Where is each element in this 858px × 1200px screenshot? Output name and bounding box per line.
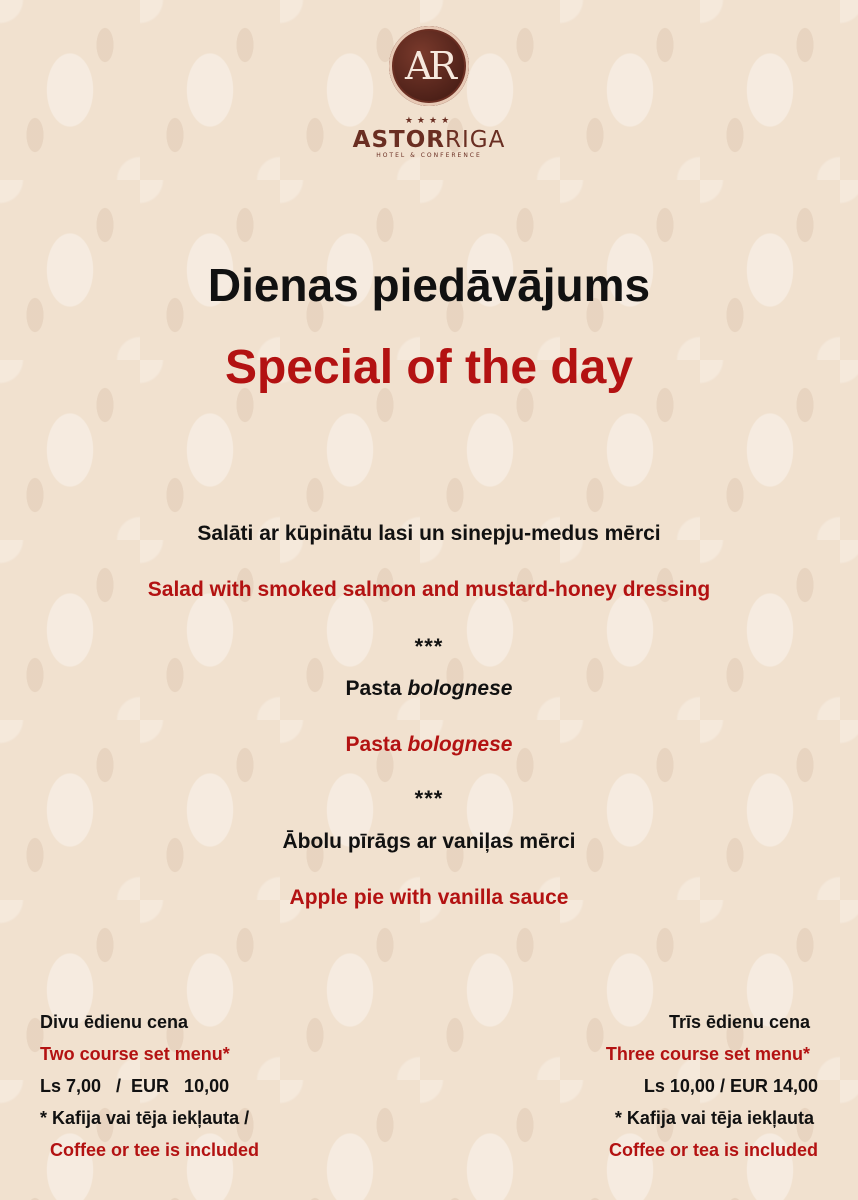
main-english: Pasta bolognese [345, 733, 513, 756]
logo-subtitle: HOTEL & CONFERENCE [376, 152, 482, 159]
two-course-price-block [40, 1006, 259, 1166]
three-course-price: Ls 10,00 / EUR 14,00 [643, 1076, 818, 1096]
logo-name-light: RIGA [445, 127, 506, 153]
two-course-price: Ls 7,00 / EUR 10,00 [40, 1076, 230, 1096]
main-latvian: Pasta bolognese [345, 677, 513, 700]
two-course-note-en: Coffee or tee is included [50, 1140, 260, 1160]
three-course-note-lv: * Kafija vai tēja iekļauta [614, 1108, 814, 1128]
logo-name [0, 126, 858, 154]
three-course-note-en: Coffee or tea is included [608, 1140, 818, 1160]
logo-name-bold: ASTOR [352, 127, 445, 153]
three-course-label-en: Three course set menu* [605, 1044, 810, 1064]
three-course-price-block [606, 1006, 818, 1166]
starter-english: Salad with smoked salmon and mustard-honey dressing [147, 578, 711, 601]
two-course-note-lv: * Kafija vai tēja iekļauta / [40, 1108, 250, 1128]
course-separator: *** [414, 786, 444, 811]
course-separator: *** [414, 634, 444, 659]
dessert-english: Apple pie with vanilla sauce [289, 886, 569, 909]
title-english: Special of the day [224, 341, 634, 394]
hotel-logo [0, 26, 858, 159]
logo-monogram: AR [389, 26, 469, 106]
two-course-label-en: Two course set menu* [40, 1044, 230, 1064]
dessert-latvian: Ābolu pīrāgs ar vaniļas mērci [282, 830, 576, 853]
star-rating-icon: ★★★★ [404, 116, 454, 126]
starter-latvian: Salāti ar kūpinātu lasi un sinepju-medus mērci [197, 522, 661, 545]
title-latvian: Dienas piedāvājums [207, 259, 651, 311]
two-course-label-lv: Divu ēdienu cena [40, 1012, 189, 1032]
three-course-label-lv: Trīs ēdienu cena [668, 1012, 810, 1032]
